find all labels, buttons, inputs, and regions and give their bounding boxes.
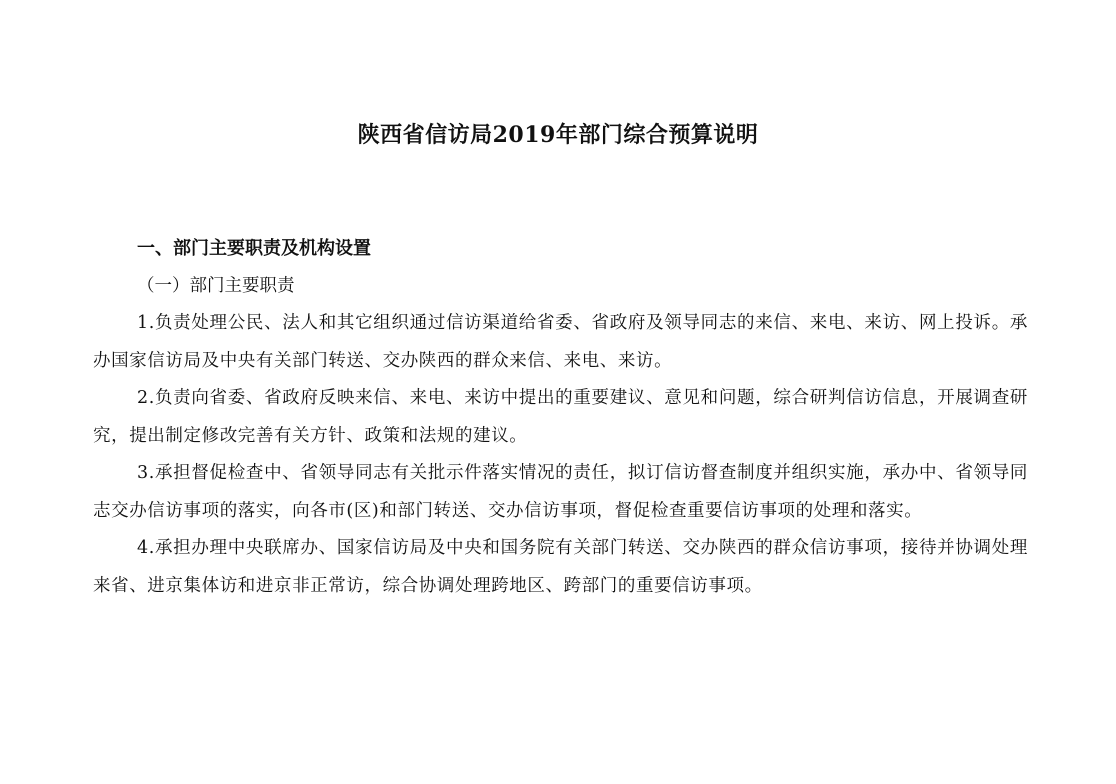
subsection-heading-main-duties: （一）部门主要职责 (137, 275, 295, 296)
document-body (93, 230, 1028, 605)
duty-paragraph-3: 3.承担督促检查中、省领导同志有关批示件落实情况的责任，拟订信访督查制度并组织实施，承办中、省领导同志交办信访事项的落实，向各市(区)和部门转送、交办信访事项，督促检查重要信访事项的处理和落实。 (93, 463, 1028, 521)
section-heading-duties-and-structure: 一、部门主要职责及机构设置 (137, 238, 371, 259)
duty-paragraph-2: 2.负责向省委、省政府反映来信、来电、来访中提出的重要建议、意见和问题，综合研判信访信息，开展调查研究，提出制定修改完善有关方针、政策和法规的建议。 (93, 388, 1028, 446)
document-title: 陕西省信访局2019年部门综合预算说明 (357, 122, 759, 148)
duty-paragraph-4: 4.承担办理中央联席办、国家信访局及中央和国务院有关部门转送、交办陕西的群众信访事项，接待并协调处理来省、进京集体访和进京非正常访，综合协调处理跨地区、跨部门的重要信访事项。 (93, 538, 1028, 596)
duty-paragraph-1: 1.负责处理公民、法人和其它组织通过信访渠道给省委、省政府及领导同志的来信、来电、来访、网上投诉。承办国家信访局及中央有关部门转送、交办陕西的群众来信、来电、来访。 (93, 313, 1028, 371)
